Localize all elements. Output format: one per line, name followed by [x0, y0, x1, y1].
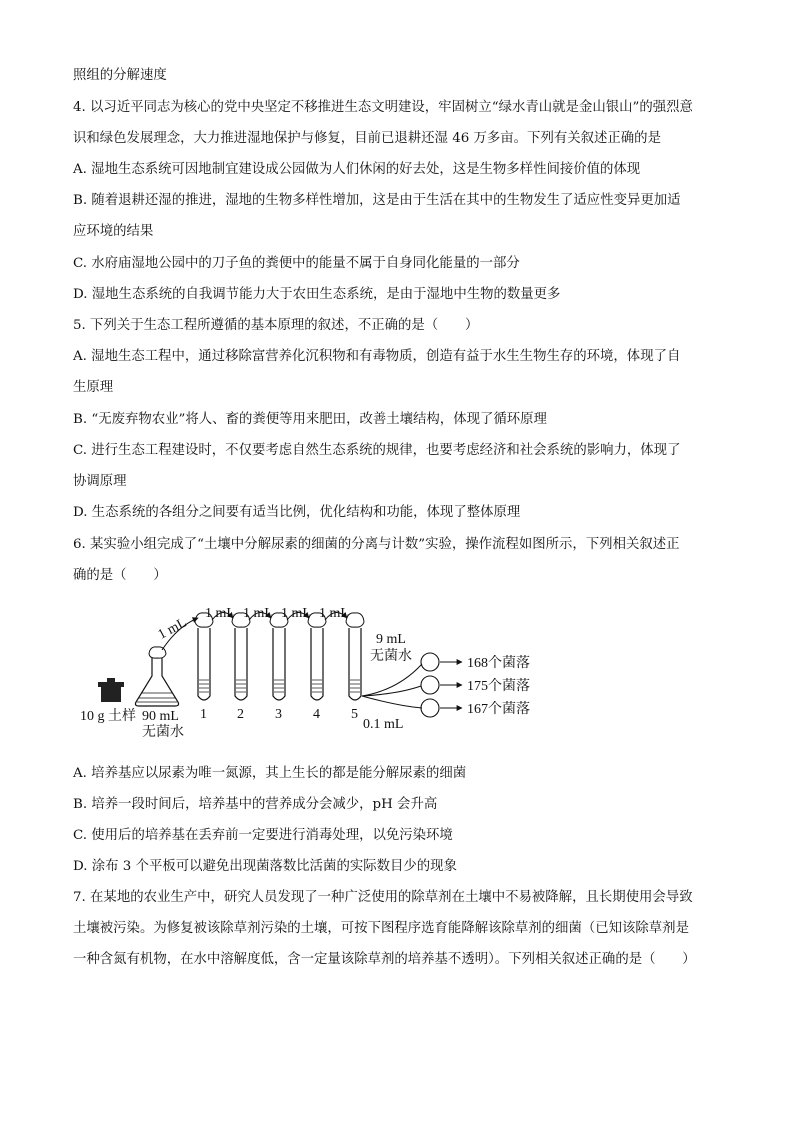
flask-water-label: 无菌水 — [142, 725, 184, 740]
question-4-stem: 4. 以习近平同志为核心的党中央坚定不移推进生态文明建设，牢固树立“绿水青山就是金山银山”的强烈意 — [73, 100, 693, 115]
option-c: C. 进行生态工程建设时，不仅要考虑自然生态系统的规律，也要考虑经济和社会系统的影响力，体现了 — [73, 443, 681, 458]
colony-count: 175个菌落 — [467, 679, 530, 694]
option-c: C. 使用后的培养基在丢弃前一定要进行消毒处理，以免污染环境 — [73, 828, 453, 843]
option-a: A. 湿地生态系统可因地制宜建设成公园做为人们休闲的好去处，这是生物多样性间接价值的体现 — [73, 162, 641, 177]
text-line: 应环境的结果 — [73, 224, 154, 239]
question-5-stem: 5. 下列关于生态工程所遵循的基本原理的叙述，不正确的是（ ） — [73, 318, 479, 333]
text-line: 协调原理 — [73, 474, 127, 489]
question-6-stem: 6. 某实验小组完成了“土壤中分解尿素的细菌的分离与计数”实验，操作流程如图所示，下列相关叙述正 — [73, 537, 680, 552]
transfer-label: 1 mL — [281, 606, 311, 621]
tube-number: 2 — [237, 707, 244, 722]
tube-3-icon — [270, 613, 288, 700]
tube-number: 5 — [351, 707, 358, 722]
option-b: B. “无废弃物农业”将人、畜的粪便等用来肥田，改善土壤结构，体现了循环原理 — [73, 412, 547, 427]
transfer-label: 1 mL — [243, 606, 273, 621]
plate-icon — [421, 699, 439, 717]
tube-volume-label: 9 mL — [376, 632, 406, 647]
text-line: 识和绿色发展理念，大力推进湿地保护与修复，目前已退耕还湿 46 万多亩。下列有关叙述正确的是 — [73, 131, 661, 146]
dilution-diagram — [78, 598, 548, 748]
soil-container-icon — [98, 678, 124, 702]
text-line: 确的是（ ） — [73, 568, 167, 583]
text-line: 生原理 — [73, 380, 114, 395]
text-line: 一种含氮有机物，在水中溶解度低，含一定量该除草剂的培养基不透明）。下列相关叙述正确的是（ ） — [73, 952, 696, 967]
option-d: D. 湿地生态系统的自我调节能力大于农田生态系统，是由于湿地中生物的数量更多 — [73, 287, 561, 302]
tube-1-icon — [195, 613, 213, 700]
transfer-label: 1 mL — [319, 606, 349, 621]
tube-5-icon — [346, 613, 364, 700]
tube-number: 4 — [313, 707, 320, 722]
option-b: B. 培养一段时间后，培养基中的营养成分会减少，pH 会升高 — [73, 797, 438, 812]
text-line: 土壤被污染。为修复被该除草剂污染的土壤，可按下图程序选育能降解该除草剂的细菌（已知该除草剂是 — [73, 921, 689, 936]
tube-number: 3 — [275, 707, 282, 722]
tube-water-label: 无菌水 — [370, 649, 412, 664]
option-c: C. 水府庙湿地公园中的刀子鱼的粪便中的能量不属于自身同化能量的一部分 — [73, 256, 520, 271]
tube-2-icon — [232, 613, 250, 700]
soil-sample-label: 10 g 土样 — [80, 709, 136, 724]
option-a: A. 培养基应以尿素为唯一氮源，其上生长的都是能分解尿素的细菌 — [73, 766, 467, 781]
text-line: 照组的分解速度 — [73, 68, 167, 83]
flask-volume-label: 90 mL — [142, 709, 179, 724]
colony-count: 168个菌落 — [467, 656, 530, 671]
colony-count: 167个菌落 — [467, 702, 530, 717]
plating-volume-label: 0.1 mL — [363, 717, 404, 732]
tube-number: 1 — [200, 707, 207, 722]
plate-icon — [421, 676, 439, 694]
plate-icon — [421, 653, 439, 671]
transfer-label: 1 mL — [155, 615, 190, 643]
transfer-label: 1 mL — [205, 606, 235, 621]
option-d: D. 涂布 3 个平板可以避免出现菌落数比活菌的实际数目少的现象 — [73, 859, 457, 874]
dilution-figure — [78, 598, 548, 748]
option-d: D. 生态系统的各组分之间要有适当比例，优化结构和功能，体现了整体原理 — [73, 505, 521, 520]
option-a: A. 湿地生态工程中，通过移除富营养化沉积物和有毒物质，创造有益于水生生物生存的环境，体现了自 — [73, 349, 681, 364]
option-b: B. 随着退耕还湿的推进，湿地的生物多样性增加，这是由于生活在其中的生物发生了适应性变异更加适 — [73, 193, 681, 208]
tube-4-icon — [308, 613, 326, 700]
question-7-stem: 7. 在某地的农业生产中，研究人员发现了一种广泛使用的除草剂在土壤中不易被降解，且长期使用会导致 — [73, 890, 693, 905]
flask-icon — [135, 647, 178, 706]
